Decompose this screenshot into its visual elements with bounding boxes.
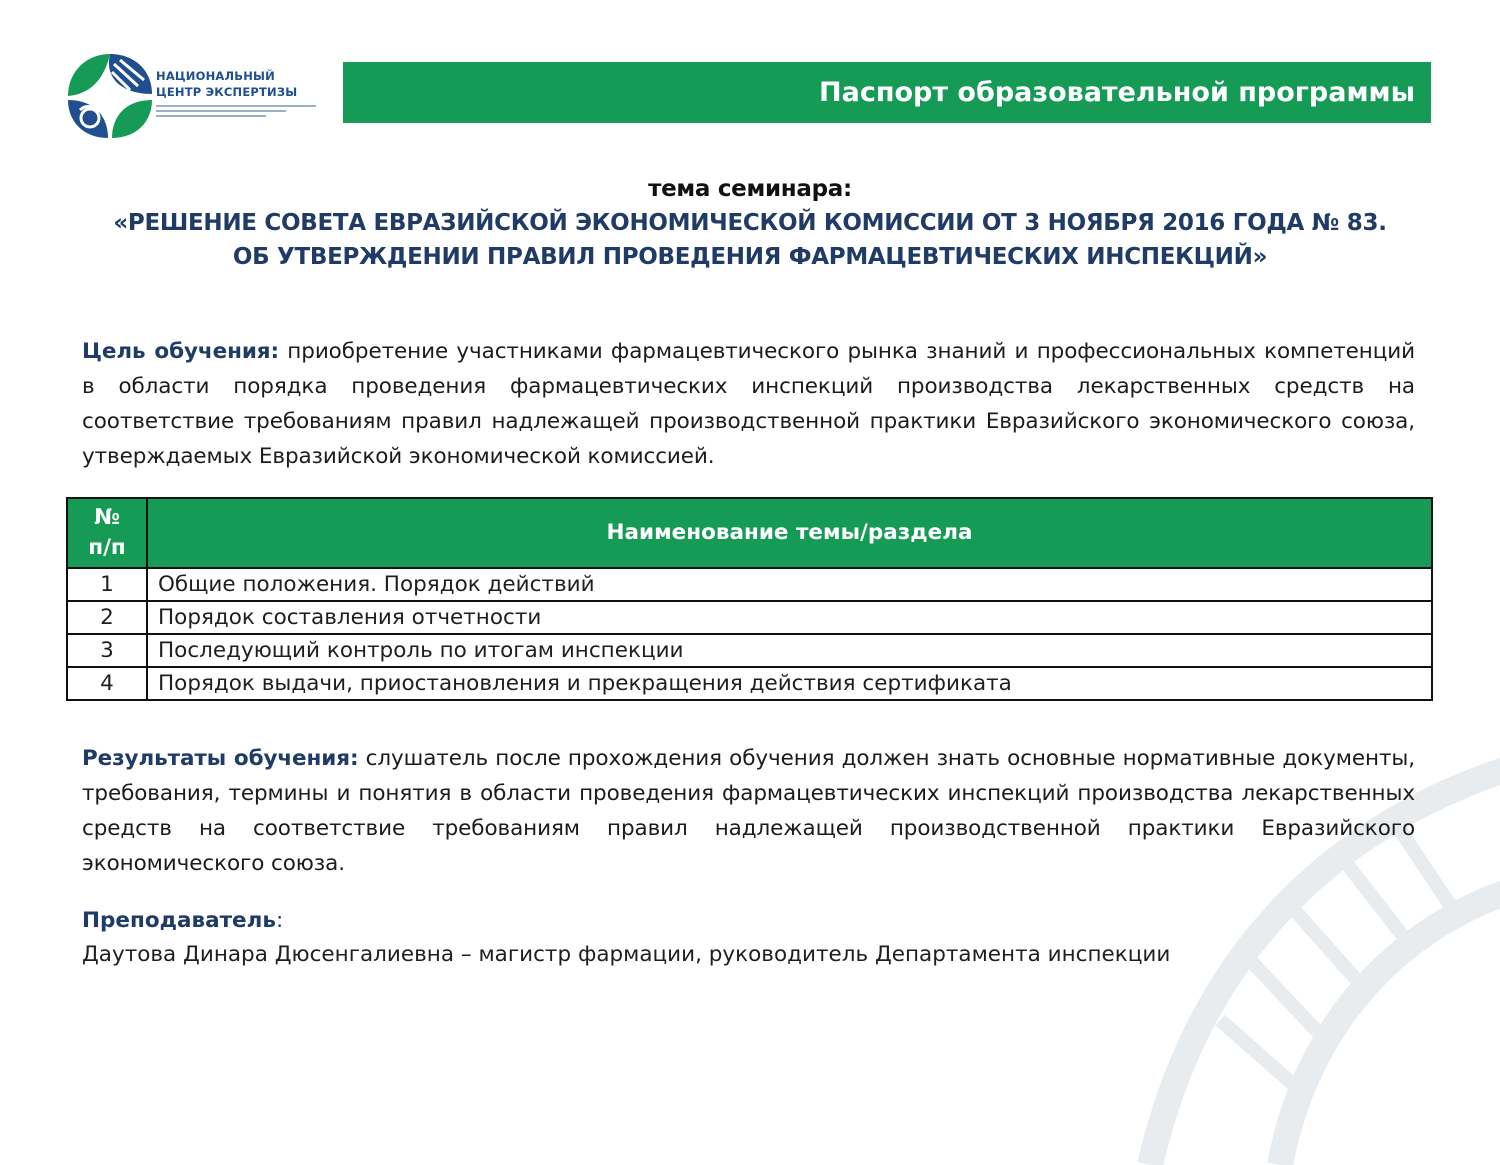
- page-title: Паспорт образовательной программы: [819, 77, 1415, 108]
- teacher-block: [82, 904, 1170, 972]
- seminar-topic-line-2: ОБ УТВЕРЖДЕНИИ ПРАВИЛ ПРОВЕДЕНИЯ ФАРМАЦЕВТИЧЕСКИХ ИНСПЕКЦИЙ»: [232, 244, 1268, 270]
- logo-line-1: НАЦИОНАЛЬНЫЙ: [156, 69, 276, 83]
- row-topic: Порядок составления отчетности: [147, 601, 1432, 634]
- column-header-number: [67, 498, 147, 568]
- goal-text: приобретение участниками фармацевтического рынка знаний и профессиональных компетенций в области порядка проведения фармацевтических инспекций производства лекарственных средств на соответствие требованиям правил надлежащей производственной практики Евразийского экономического союза, утверждаемых Евразийской экономической комиссией.: [82, 339, 1415, 469]
- teacher-label-colon: :: [275, 908, 284, 933]
- row-number: 3: [67, 634, 147, 667]
- results-label: Результаты обучения:: [82, 746, 359, 771]
- seminar-topic: [40, 172, 1460, 274]
- teacher-name: Даутова Динара Дюсенгалиевна – магистр фармации, руководитель Департамента инспекции: [82, 942, 1171, 967]
- row-topic: Последующий контроль по итогам инспекции: [147, 634, 1432, 667]
- seminar-topic-line-1: «РЕШЕНИЕ СОВЕТА ЕВРАЗИЙСКОЙ ЭКОНОМИЧЕСКОЙ КОМИССИИ ОТ 3 НОЯБРЯ 2016 ГОДА № 83.: [113, 210, 1387, 236]
- goal-label: Цель обучения:: [82, 339, 279, 364]
- results-paragraph: [82, 741, 1415, 881]
- column-header-name: Наименование темы/раздела: [147, 498, 1432, 568]
- ncе-logo-icon: [64, 50, 156, 140]
- teacher-label: Преподаватель: [82, 908, 276, 933]
- logo-org-name: [156, 68, 297, 100]
- row-number: 4: [67, 667, 147, 700]
- table-row: [67, 601, 1432, 634]
- table-row: [67, 568, 1432, 601]
- results-text: слушатель после прохождения обучения должен знать основные нормативные документы, требования, термины и понятия в области проведения фармацевтических инспекций производства лекарственных средств на соответствие требованиям правил надлежащей производственной практики Евразийского экономического союза.: [82, 746, 1415, 876]
- seminar-label: тема семинара:: [648, 176, 852, 202]
- topics-table: [66, 497, 1433, 701]
- table-row: [67, 634, 1432, 667]
- table-header-row: [67, 498, 1432, 568]
- row-topic: Общие положения. Порядок действий: [147, 568, 1432, 601]
- table-row: [67, 667, 1432, 700]
- logo-line-2: ЦЕНТР ЭКСПЕРТИЗЫ: [156, 85, 298, 99]
- column-header-number-line-2: п/п: [88, 535, 126, 560]
- page-title-bar: [343, 62, 1431, 123]
- row-number: 1: [67, 568, 147, 601]
- column-header-number-line-1: №: [94, 505, 120, 530]
- row-topic: Порядок выдачи, приостановления и прекращения действия сертификата: [147, 667, 1432, 700]
- logo-tagline-lines: [156, 105, 316, 120]
- goal-paragraph: [82, 334, 1415, 474]
- row-number: 2: [67, 601, 147, 634]
